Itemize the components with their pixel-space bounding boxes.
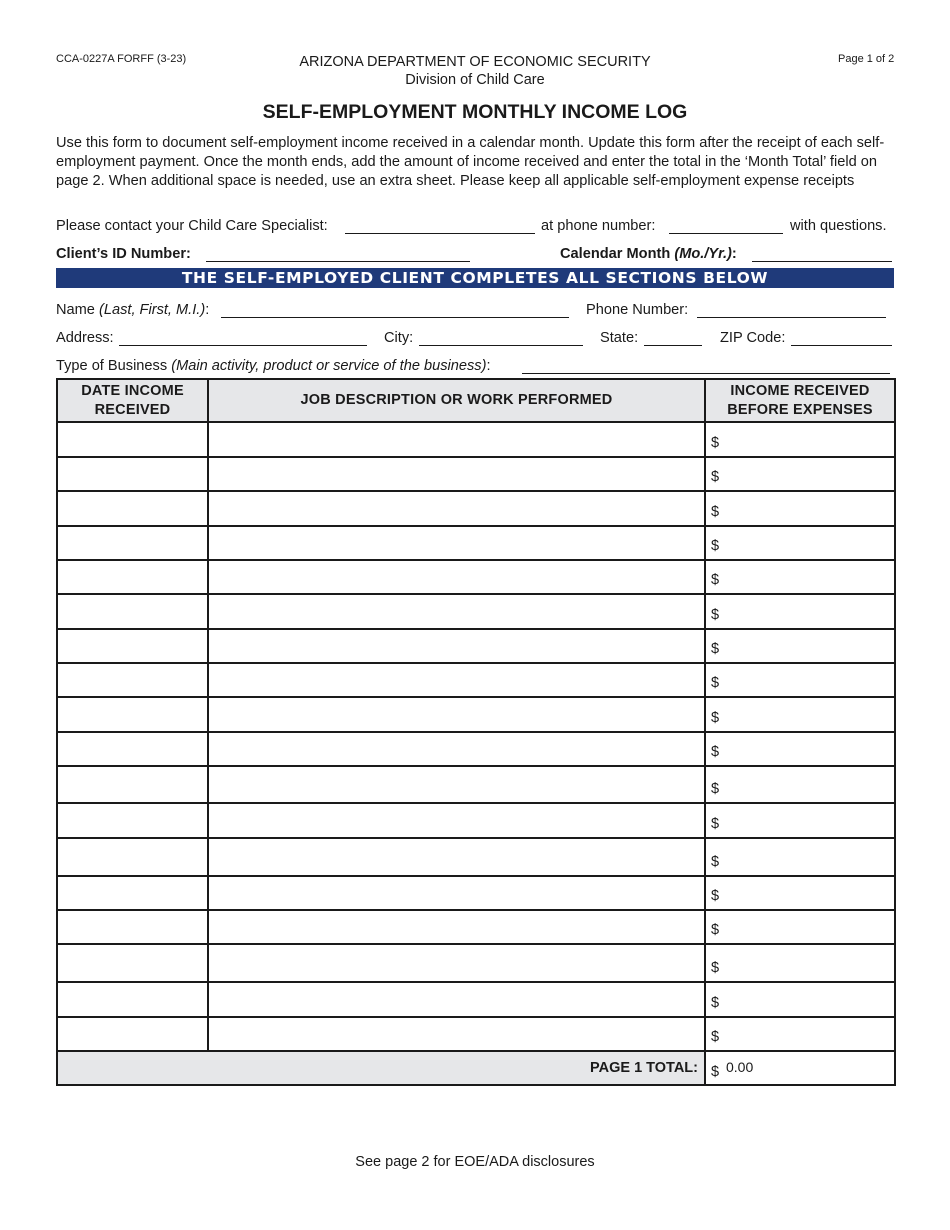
income-cell[interactable] [705,697,895,732]
dollar-sign: $ [711,504,720,520]
section-banner: THE SELF-EMPLOYED CLIENT COMPLETES ALL SECTIONS BELOW [56,268,894,288]
date-cell[interactable] [57,982,208,1017]
intro-text: Use this form to document self-employment income received in a calendar month. Update this form after the receipt of each self-employment payment. Once the month ends, add the amount of income received and enter the total in the ‘Month Total’ field on page 2. When additional space is needed, use an extra sheet. Please keep all applicable self-employment expense receipts [56,135,885,189]
date-cell[interactable] [57,629,208,663]
date-cell[interactable] [57,663,208,697]
business-type-hint: (Main activity, product or service of the business) [171,358,487,374]
dollar-sign: $ [711,995,720,1011]
department-name: ARIZONA DEPARTMENT OF ECONOMIC SECURITY [299,54,651,70]
state-field[interactable] [644,345,702,346]
page-indicator: Page 1 of 2 [838,53,895,65]
dollar-sign: $ [711,572,720,588]
date-cell[interactable] [57,697,208,732]
specialist-label: Please contact your Child Care Specialist: [56,218,328,234]
dollar-sign: $ [711,1029,720,1045]
dollar-sign: $ [711,744,720,760]
dollar-sign: $ [711,710,720,726]
job-cell[interactable] [208,594,705,629]
client-id-field[interactable] [206,261,470,262]
dollar-sign: $ [711,641,720,657]
name-label: Name (Last, First, M.I.): [56,302,210,318]
dollar-sign: $ [711,675,720,691]
specialist-field[interactable] [345,233,535,234]
table-row [57,766,895,803]
job-cell[interactable] [208,766,705,803]
table-row [57,629,895,663]
income-cell[interactable] [705,560,895,594]
job-description-header: JOB DESCRIPTION OR WORK PERFORMED [208,379,705,422]
date-cell[interactable] [57,944,208,982]
date-cell[interactable] [57,560,208,594]
dollar-sign: $ [711,435,720,451]
city-label: City: [384,330,414,346]
income-cell[interactable] [705,910,895,944]
income-cell[interactable] [705,422,895,457]
job-cell[interactable] [208,732,705,766]
page-total-label: PAGE 1 TOTAL: [57,1051,705,1085]
job-cell[interactable] [208,803,705,838]
job-cell[interactable] [208,457,705,491]
table-row [57,876,895,910]
income-cell[interactable] [705,982,895,1017]
table-row [57,1017,895,1051]
specialist-phone-field[interactable] [669,233,783,234]
business-type-label: Type of Business (Main activity, product or service of the business): [56,358,491,374]
income-cell[interactable] [705,732,895,766]
table-row [57,910,895,944]
date-cell[interactable] [57,732,208,766]
job-cell[interactable] [208,697,705,732]
table-row [57,803,895,838]
dollar-sign: $ [711,960,720,976]
client-phone-field[interactable] [697,317,886,318]
income-cell[interactable] [705,944,895,982]
income-cell[interactable] [705,491,895,526]
table-row [57,944,895,982]
job-cell[interactable] [208,838,705,876]
zip-label: ZIP Code: [720,330,786,346]
income-cell[interactable] [705,457,895,491]
date-cell[interactable] [57,594,208,629]
calendar-month-label: Calendar Month (Mo./Yr.): [560,246,737,262]
table-row [57,457,895,491]
income-cell[interactable] [705,629,895,663]
job-cell[interactable] [208,663,705,697]
form-code: CCA-0227A FORFF (3-23) [56,53,187,65]
client-id-label: Client’s ID Number: [56,246,191,262]
client-phone-label: Phone Number: [586,302,689,318]
job-cell[interactable] [208,982,705,1017]
table-row [57,422,895,457]
job-cell[interactable] [208,944,705,982]
table-header-row [57,379,895,422]
income-log-table [56,378,896,1086]
income-cell[interactable] [705,838,895,876]
date-cell[interactable] [57,910,208,944]
dollar-sign: $ [711,781,720,797]
income-cell[interactable] [705,876,895,910]
date-received-header: DATE INCOME RECEIVED [57,379,208,422]
business-type-field[interactable] [522,373,890,374]
state-label: State: [600,330,639,346]
division-name: Division of Child Care [405,72,545,88]
phone-number-label: at phone number: [541,218,656,234]
income-cell[interactable] [705,526,895,560]
calendar-month-field[interactable] [752,261,892,262]
table-row [57,594,895,629]
table-row [57,982,895,1017]
job-cell[interactable] [208,629,705,663]
table-row [57,526,895,560]
job-cell[interactable] [208,876,705,910]
dollar-sign: $ [711,607,720,623]
name-field[interactable] [221,317,569,318]
date-cell[interactable] [57,1017,208,1051]
income-received-header: INCOME RECEIVED BEFORE EXPENSES [705,379,895,422]
date-cell[interactable] [57,526,208,560]
job-cell[interactable] [208,560,705,594]
job-cell[interactable] [208,910,705,944]
page-title: SELF-EMPLOYMENT MONTHLY INCOME LOG [262,101,688,123]
date-cell[interactable] [57,838,208,876]
date-cell[interactable] [57,876,208,910]
page-total-value: 0.00 [726,1059,754,1075]
table-row [57,663,895,697]
date-cell[interactable] [57,803,208,838]
table-row [57,732,895,766]
date-cell[interactable] [57,491,208,526]
address-field[interactable] [119,345,367,346]
dollar-sign: $ [711,888,720,904]
dollar-sign: $ [711,469,720,485]
table-row [57,697,895,732]
total-row [57,1051,895,1085]
job-cell[interactable] [208,526,705,560]
dollar-sign: $ [711,922,720,938]
dollar-sign: $ [711,538,720,554]
name-hint: (Last, First, M.I.) [99,302,206,318]
job-cell[interactable] [208,1017,705,1051]
job-cell[interactable] [208,422,705,457]
table-row [57,560,895,594]
table-row [57,491,895,526]
table-row [57,838,895,876]
date-cell[interactable] [57,457,208,491]
income-cell[interactable] [705,803,895,838]
address-label: Address: [56,330,114,346]
city-field[interactable] [419,345,583,346]
date-cell[interactable] [57,766,208,803]
zip-field[interactable] [791,345,892,346]
questions-suffix: with questions. [790,218,887,234]
job-cell[interactable] [208,491,705,526]
calendar-month-hint: (Mo./Yr.) [674,246,732,262]
income-cell[interactable] [705,1017,895,1051]
income-cell[interactable] [705,766,895,803]
page-total-cell[interactable] [705,1051,895,1085]
date-cell[interactable] [57,422,208,457]
dollar-sign: $ [711,854,720,870]
footer-note: See page 2 for EOE/ADA disclosures [355,1154,595,1170]
dollar-sign: $ [711,816,720,832]
income-cell[interactable] [705,663,895,697]
income-cell[interactable] [705,594,895,629]
dollar-sign: $ [711,1064,720,1080]
